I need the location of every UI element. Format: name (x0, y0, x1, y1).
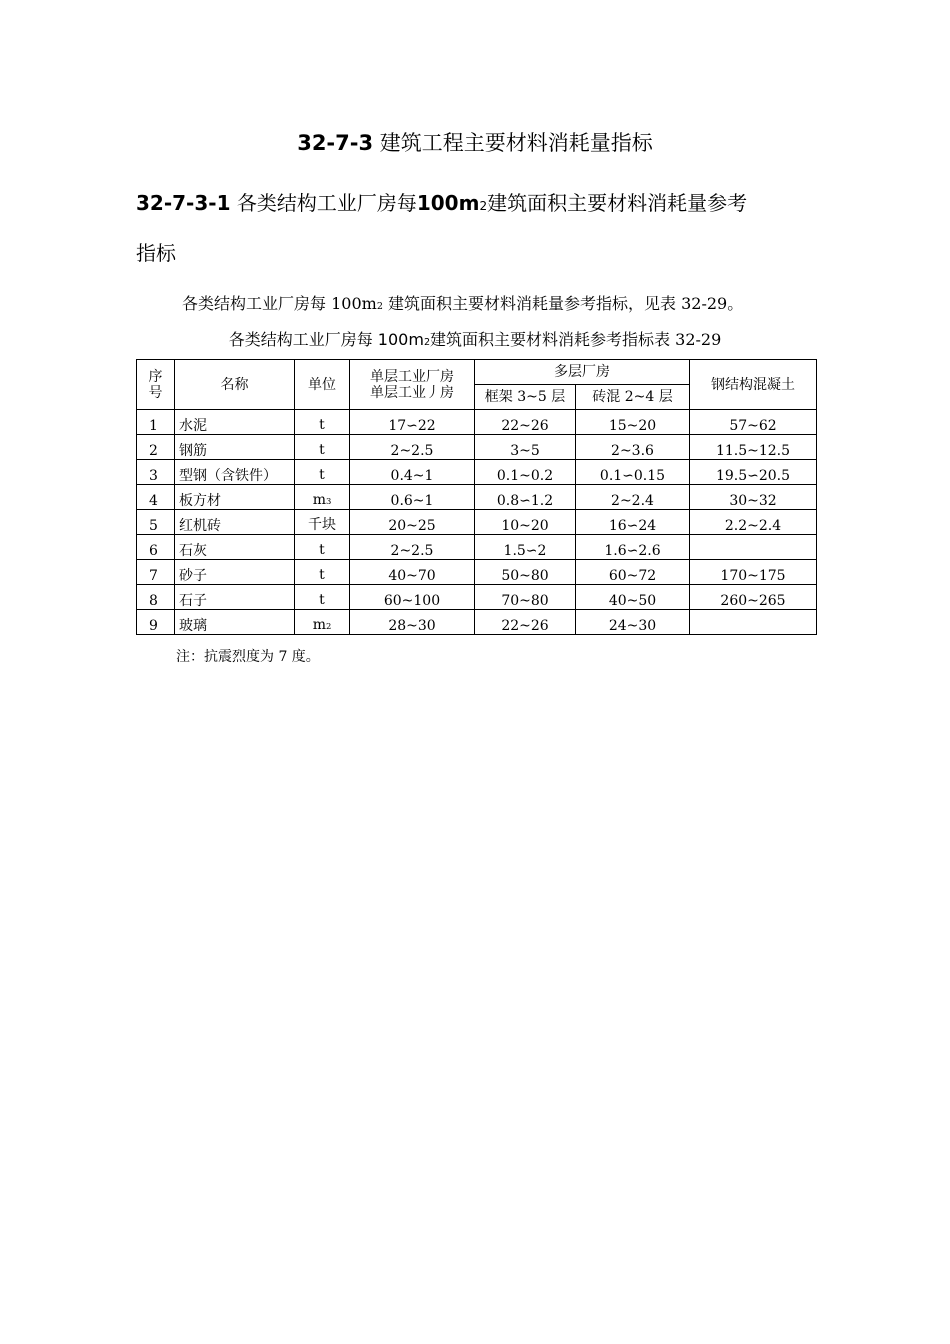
subsection-title-part-b: 100m (416, 191, 480, 215)
header-index: 序 号 (137, 360, 175, 410)
row-unit: t (295, 460, 350, 485)
row-frame: 50~80 (475, 560, 576, 585)
table-note: 注：抗震烈度为 7 度。 (176, 649, 320, 665)
row-unit: t (295, 560, 350, 585)
row-material: 红机砖 (175, 510, 295, 535)
row-steel-structure: 30~32 (690, 485, 817, 510)
header-multi-storey: 多层厂房 (475, 360, 690, 385)
row-unit: t (295, 535, 350, 560)
row-brick-concrete: 16∽24 (576, 510, 690, 535)
table-row (137, 460, 817, 485)
row-frame: 1.5∽2 (475, 535, 576, 560)
row-unit: m2 (295, 610, 350, 635)
table-row (137, 535, 817, 560)
row-brick-concrete: 0.1∽0.15 (576, 460, 690, 485)
row-index: 8 (137, 585, 175, 610)
row-steel-structure: 57~62 (690, 410, 817, 435)
caption-table-number: 表 32-29 (654, 330, 722, 349)
table-row (137, 585, 817, 610)
header-frame: 框架 3~5 层 (475, 385, 576, 410)
subsection-heading-line2: 指标 (136, 241, 176, 265)
row-material: 水泥 (175, 410, 295, 435)
header-unit: 单位 (295, 360, 350, 410)
row-frame: 3~5 (475, 435, 576, 460)
row-single-storey: 20~25 (350, 510, 475, 535)
row-material: 石子 (175, 585, 295, 610)
row-index: 9 (137, 610, 175, 635)
row-frame: 70~80 (475, 585, 576, 610)
row-steel-structure: 2.2~2.4 (690, 510, 817, 535)
table-row (137, 610, 817, 635)
row-single-storey: 17∽22 (350, 410, 475, 435)
subsection-title-part-a: 各类结构工业厂房每 (236, 191, 417, 215)
row-brick-concrete: 2~2.4 (576, 485, 690, 510)
paragraph-superscript: 2 (376, 301, 383, 312)
row-frame: 0.8∽1.2 (475, 485, 576, 510)
header-name: 名称 (175, 360, 295, 410)
row-frame: 22~26 (475, 610, 576, 635)
row-brick-concrete: 60~72 (576, 560, 690, 585)
row-brick-concrete: 1.6∽2.6 (576, 535, 690, 560)
row-material: 板方材 (175, 485, 295, 510)
table-row (137, 560, 817, 585)
row-frame: 22~26 (475, 410, 576, 435)
subsection-title-superscript: 2 (479, 199, 488, 213)
row-single-storey: 40~70 (350, 560, 475, 585)
row-material: 型钢（含铁件） (175, 460, 295, 485)
table-row (137, 410, 817, 435)
subsection-number: 32-7-3-1 (136, 191, 231, 215)
row-frame: 0.1~0.2 (475, 460, 576, 485)
row-single-storey: 28~30 (350, 610, 475, 635)
row-material: 钢筋 (175, 435, 295, 460)
row-unit: m3 (295, 485, 350, 510)
row-brick-concrete: 24~30 (576, 610, 690, 635)
row-unit: t (295, 585, 350, 610)
table-header-row (137, 360, 817, 385)
row-steel-structure: 19.5∽20.5 (690, 460, 817, 485)
row-steel-structure: 170~175 (690, 560, 817, 585)
row-single-storey: 0.6~1 (350, 485, 475, 510)
row-brick-concrete: 2~3.6 (576, 435, 690, 460)
row-brick-concrete: 15~20 (576, 410, 690, 435)
row-material: 砂子 (175, 560, 295, 585)
row-index: 7 (137, 560, 175, 585)
row-unit: t (295, 435, 350, 460)
section-title: 建筑工程主要材料消耗量指标 (379, 131, 653, 155)
row-steel-structure: 11.5~12.5 (690, 435, 817, 460)
row-single-storey: 2~2.5 (350, 435, 475, 460)
row-frame: 10~20 (475, 510, 576, 535)
materials-table (136, 359, 817, 635)
row-steel-structure (690, 535, 817, 560)
row-index: 1 (137, 410, 175, 435)
caption-superscript: 2 (423, 337, 431, 348)
table-row (137, 510, 817, 535)
header-brick-concrete: 砖混 2~4 层 (576, 385, 690, 410)
row-brick-concrete: 40~50 (576, 585, 690, 610)
row-steel-structure: 260~265 (690, 585, 817, 610)
table-row (137, 485, 817, 510)
intro-paragraph (182, 291, 832, 320)
header-steel-structure: 钢结构混凝土 (690, 360, 817, 410)
row-single-storey: 0.4~1 (350, 460, 475, 485)
section-heading (0, 126, 950, 160)
row-unit: 千块 (295, 510, 350, 535)
row-index: 2 (137, 435, 175, 460)
row-steel-structure (690, 610, 817, 635)
header-single-storey: 单层工业厂房 单层工业丿房 (350, 360, 475, 410)
section-number: 32-7-3 (297, 131, 374, 155)
row-index: 6 (137, 535, 175, 560)
row-index: 4 (137, 485, 175, 510)
caption-part-a: 各类结构工业厂房每 100m (228, 330, 424, 349)
row-material: 玻璃 (175, 610, 295, 635)
subsection-title-part-c: 建筑面积主要材料消耗量参考 (487, 191, 748, 215)
subsection-heading (136, 186, 826, 223)
table-caption (0, 327, 950, 356)
row-index: 5 (137, 510, 175, 535)
paragraph-part-b: 建筑面积主要材料消耗量参考指标，见表 32-29。 (382, 294, 744, 313)
caption-part-b: 建筑面积主要材料消耗参考指标 (430, 330, 655, 349)
row-unit: t (295, 410, 350, 435)
paragraph-part-a: 各类结构工业厂房每 100m (182, 294, 377, 313)
row-single-storey: 2~2.5 (350, 535, 475, 560)
table-row (137, 435, 817, 460)
row-index: 3 (137, 460, 175, 485)
row-material: 石灰 (175, 535, 295, 560)
row-single-storey: 60~100 (350, 585, 475, 610)
